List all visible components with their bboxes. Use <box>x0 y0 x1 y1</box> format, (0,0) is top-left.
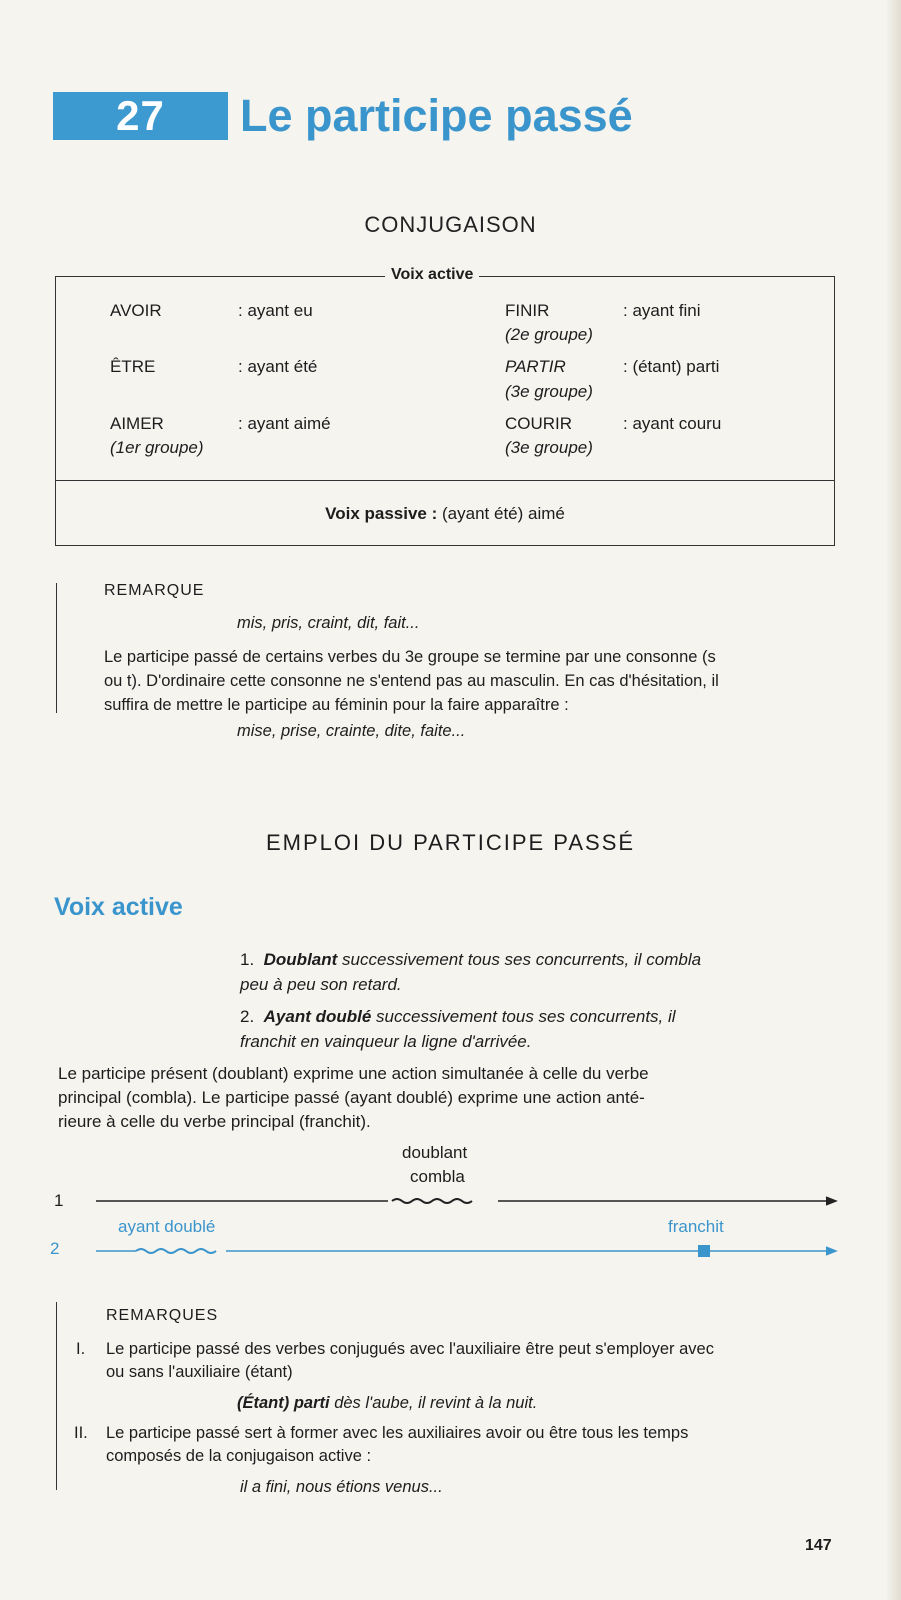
remarque-example-fem: mise, prise, crainte, dite, faite... <box>237 722 466 740</box>
form-partir: : (étant) parti <box>623 357 720 376</box>
table-divider <box>55 480 835 481</box>
example-2-rest: successivement tous ses concurrents, il <box>376 1007 676 1026</box>
page-number: 147 <box>805 1537 832 1554</box>
remarque-rule <box>56 583 57 713</box>
group-partir: (3e groupe) <box>505 382 593 401</box>
page-edge <box>887 0 901 1600</box>
example-2-number: 2. <box>240 1007 255 1026</box>
remarque-ii-line-1: Le participe passé sert à former avec les auxiliaires avoir ou être tous les temps <box>106 1424 689 1442</box>
timeline-label-doublant: doublant <box>402 1143 468 1162</box>
remarque-i-line-2: ou sans l'auxiliaire (étant) <box>106 1363 293 1381</box>
remarque-i-example-rest: dès l'aube, il revint à la nuit. <box>334 1394 538 1412</box>
group-courir: (3e groupe) <box>505 438 593 457</box>
form-courir: : ayant couru <box>623 414 722 433</box>
voix-passive-label: Voix passive : <box>325 504 438 523</box>
explain-line-3: rieure à celle du verbe principal (franchit). <box>58 1112 371 1131</box>
chapter-title: Le participe passé <box>240 90 633 141</box>
example-2-line-2: franchit en vainqueur la ligne d'arrivée. <box>240 1032 532 1051</box>
form-avoir: : ayant eu <box>238 301 313 320</box>
chapter-number-box <box>53 92 228 140</box>
timeline-line-1-number: 1 <box>54 1191 64 1210</box>
voix-active-legend: Voix active <box>385 266 479 284</box>
voix-passive-line <box>0 503 890 524</box>
example-1-rest: successivement tous ses concurrents, il combla <box>342 950 702 969</box>
timeline-diagram <box>0 1180 901 1260</box>
example-1 <box>240 948 701 971</box>
example-1-bold: Doublant <box>263 950 338 969</box>
group-finir: (2e groupe) <box>505 325 593 344</box>
remarque-ii-number: II. <box>74 1424 88 1442</box>
explain-line-1: Le participe présent (doublant) exprime une action simultanée à celle du verbe <box>58 1064 649 1083</box>
form-finir: : ayant fini <box>623 301 701 320</box>
remarques-rule <box>56 1302 57 1490</box>
remarque-i-line-1: Le participe passé des verbes conjugués avec l'auxiliaire être peut s'employer avec <box>106 1340 714 1358</box>
remarque-ii-example: il a fini, nous étions venus... <box>240 1478 443 1496</box>
group-aimer: (1er groupe) <box>110 438 204 457</box>
voix-active-heading: Voix active <box>54 893 183 921</box>
timeline-line-1 <box>96 1197 836 1205</box>
remarque-text-line-3: suffira de mettre le participe au féminin pour la faire apparaître : <box>104 696 569 714</box>
verb-courir: COURIR <box>505 414 573 433</box>
remarque-heading: REMARQUE <box>104 582 205 599</box>
remarque-text-line-2: ou t). D'ordinaire cette consonne ne s'entend pas au masculin. En cas d'hésitation, il <box>104 672 719 690</box>
verb-etre: ÊTRE <box>110 357 156 376</box>
timeline-line-2-number: 2 <box>50 1239 60 1258</box>
timeline-label-combla: combla <box>410 1167 465 1186</box>
voix-passive-form: (ayant été) aimé <box>442 504 565 523</box>
timeline-label-ayant-double: ayant doublé <box>118 1217 216 1236</box>
remarques-heading: REMARQUES <box>106 1307 219 1324</box>
example-2 <box>240 1005 676 1028</box>
verb-finir: FINIR <box>505 301 550 320</box>
verb-partir: PARTIR <box>505 357 566 376</box>
remarque-example-masc: mis, pris, craint, dit, fait... <box>237 614 420 632</box>
emploi-heading: EMPLOI DU PARTICIPE PASSÉ <box>265 830 636 855</box>
remarque-i-example <box>237 1392 537 1415</box>
conjugaison-heading: CONJUGAISON <box>364 212 537 237</box>
remarque-i-example-bold: (Étant) parti <box>237 1394 330 1412</box>
form-aimer: : ayant aimé <box>238 414 331 433</box>
explain-line-2: principal (combla). Le participe passé (ayant doublé) exprime une action anté- <box>58 1088 645 1107</box>
form-etre: : ayant été <box>238 357 318 376</box>
timeline-line-2 <box>96 1245 836 1257</box>
timeline-label-franchit: franchit <box>668 1217 724 1236</box>
example-2-bold: Ayant doublé <box>263 1007 372 1026</box>
verb-aimer: AIMER <box>110 414 164 433</box>
example-1-line-2: peu à peu son retard. <box>240 975 402 994</box>
example-1-number: 1. <box>240 950 255 969</box>
verb-avoir: AVOIR <box>110 301 162 320</box>
remarque-text-line-1: Le participe passé de certains verbes du 3e groupe se termine par une consonne (s <box>104 648 716 666</box>
remarque-ii-line-2: composés de la conjugaison active : <box>106 1447 372 1465</box>
chapter-number: 27 <box>116 92 165 139</box>
remarque-i-number: I. <box>76 1340 86 1358</box>
